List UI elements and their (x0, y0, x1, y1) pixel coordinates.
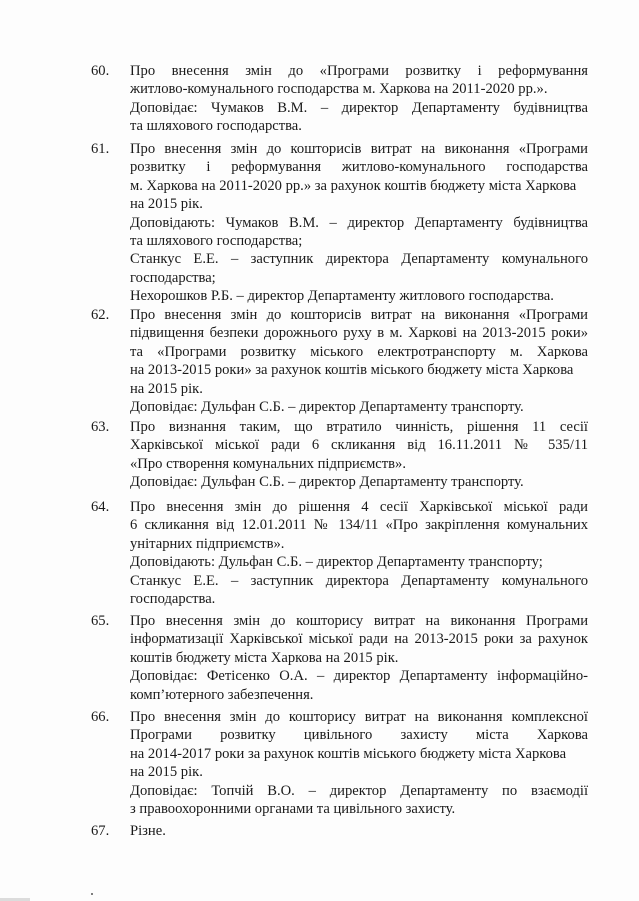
text-line: Доповідає: Топчій В.О. – директор Департаменту по взаємодії (130, 782, 588, 799)
text-line: Різне. (130, 823, 166, 839)
text-line: унітарних підприємств». (130, 535, 285, 552)
text-line: господарства; (130, 269, 216, 286)
text-line: Про внесення змін до рішення 4 сесії Харківської міської ради (130, 499, 588, 515)
text-line: підвищення безпеки дорожнього руху в м. Харкові на 2013-2015 роки» (130, 325, 588, 342)
text-line: на 2015 рік. (130, 764, 203, 781)
agenda-item (91, 612, 591, 704)
text-line: Доповідають: Дульфан С.Б. – директор Департаменту транспорту; (130, 554, 543, 571)
agenda-item-text (130, 612, 588, 704)
page-mark (91, 893, 93, 895)
text-line: Програми розвитку цивільного захисту міста Харкова (130, 727, 588, 744)
text-line: та «Програми розвитку міського електротранспорту м. Харкова (130, 343, 588, 360)
text-line: Станкус Е.Е. – заступник директора Департаменту комунального (130, 572, 588, 589)
text-line: Доповідають: Чумаков В.М. – директор Департаменту будівництва (130, 214, 588, 231)
agenda-item-text (130, 140, 588, 306)
agenda-item-number: 63. (91, 419, 110, 435)
agenda-item (91, 498, 591, 608)
text-line: Станкус Е.Е. – заступник директора Департаменту комунального (130, 251, 588, 268)
agenda-item-text (130, 822, 588, 840)
agenda-item-number: 66. (91, 709, 110, 725)
text-line: житлово-комунального господарства м. Харкова на 2011-2020 рр.». (130, 81, 548, 98)
text-line: господарства. (130, 591, 216, 608)
text-line: на 2015 рік. (130, 380, 203, 397)
text-line: на 2013-2015 роки» за рахунок коштів міського бюджету міста Харкова (130, 362, 574, 379)
text-line: 6 скликання від 12.01.2011 № 134/11 «Про закріплення комунальних (130, 517, 588, 534)
text-line: Про внесення змін до кошторисів витрат на виконання «Програми (130, 307, 588, 323)
text-line: «Про створення комунальних підприємств». (130, 455, 406, 472)
agenda-item-number: 67. (91, 823, 110, 839)
text-line: Харківської міської ради 6 скликання від 16.11.2011 № 535/11 (130, 437, 588, 454)
agenda-item-number: 61. (91, 141, 110, 157)
agenda-item-text (130, 418, 588, 492)
agenda-item (91, 822, 591, 840)
text-line: Про внесення змін до кошторисів витрат на виконання «Програми (130, 141, 588, 157)
text-line: коштів бюджету міста Харкова на 2015 рік. (130, 649, 399, 666)
text-line: інформатизації Харківської міської ради на 2013-2015 роки за рахунок (130, 631, 588, 648)
text-line: м. Харкова на 2011-2020 рр.» за рахунок коштів бюджету міста Харкова (130, 177, 577, 194)
text-line: комп’ютерного забезпечення. (130, 686, 314, 703)
text-line: Доповідає: Дульфан С.Б. – директор Департаменту транспорту. (130, 474, 524, 491)
text-line: Доповідає: Дульфан С.Б. – директор Департаменту транспорту. (130, 399, 524, 416)
agenda-item-number: 60. (91, 63, 110, 79)
text-line: розвитку і реформування житлово-комунального господарства (130, 159, 588, 176)
agenda-item (91, 62, 591, 136)
agenda-item (91, 140, 591, 306)
text-line: на 2014-2017 роки за рахунок коштів міського бюджету міста Харкова (130, 745, 567, 762)
agenda-item (91, 708, 591, 818)
agenda-item-number: 62. (91, 307, 110, 323)
agenda-item-number: 64. (91, 499, 110, 515)
agenda-item (91, 306, 591, 416)
text-line: Про внесення змін до «Програми розвитку і реформування (130, 63, 588, 79)
agenda-item (91, 418, 591, 492)
text-line: Доповідає: Фетісенко О.А. – директор Департаменту інформаційно- (130, 668, 588, 685)
agenda-item-number: 65. (91, 613, 110, 629)
text-line: з правоохоронними органами та цивільного захисту. (130, 801, 456, 818)
agenda-item-text (130, 708, 588, 818)
agenda-item-text (130, 306, 588, 416)
text-line: Нехорошков Р.Б. – директор Департаменту житлового господарства. (130, 288, 554, 305)
text-line: Доповідає: Чумаков В.М. – директор Департаменту будівництва (130, 99, 588, 116)
text-line: Про внесення змін до кошторису витрат на виконання Програми (130, 613, 588, 629)
agenda-item-text (130, 62, 588, 136)
text-line: Про внесення змін до кошторису витрат на виконання комплексної (130, 709, 588, 725)
agenda-item-text (130, 498, 588, 608)
text-line: та шляхового господарства. (130, 118, 302, 135)
text-line: Про визнання таким, що втратило чинність, рішення 11 сесії (130, 419, 588, 435)
text-line: на 2015 рік. (130, 196, 203, 213)
text-line: та шляхового господарства; (130, 233, 303, 250)
